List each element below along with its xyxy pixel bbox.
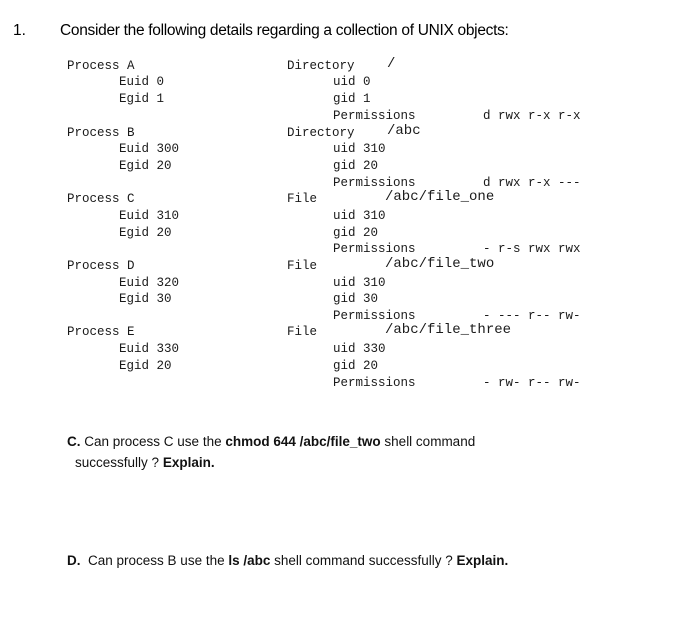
part-c-explain: Explain. xyxy=(162,455,215,470)
process-b-euid: Euid 300 xyxy=(119,142,180,156)
object-file-three-uid: uid 330 xyxy=(333,342,386,356)
part-c-question-line2 xyxy=(75,453,215,473)
object-file-two-perm: - --- r-- rw- xyxy=(483,309,581,323)
object-root-gid: gid 1 xyxy=(333,92,371,106)
object-root-type: Directory xyxy=(287,59,355,73)
part-c-text-2: shell command xyxy=(384,434,476,449)
process-a-euid: Euid 0 xyxy=(119,75,165,89)
process-e-egid: Egid 20 xyxy=(119,359,172,373)
part-c-text-1: Can process C use the xyxy=(84,434,222,449)
part-d-command: ls /abc xyxy=(228,553,271,568)
object-abc-perm-label: Permissions xyxy=(333,176,416,190)
object-file-one-perm: - r-s rwx rwx xyxy=(483,242,581,256)
part-d-explain: Explain. xyxy=(456,553,509,568)
object-file-one-perm-label: Permissions xyxy=(333,242,416,256)
object-abc-uid: uid 310 xyxy=(333,142,386,156)
object-file-two-path: /abc/file_two xyxy=(385,256,495,272)
object-file-two-uid: uid 310 xyxy=(333,276,386,290)
object-file-one-uid: uid 310 xyxy=(333,209,386,223)
object-abc-type: Directory xyxy=(287,126,355,140)
process-d-egid: Egid 30 xyxy=(119,292,172,306)
object-file-two-gid: gid 30 xyxy=(333,292,379,306)
object-file-three-gid: gid 20 xyxy=(333,359,379,373)
part-d-text-1: Can process B use the xyxy=(88,553,225,568)
object-file-three-perm: - rw- r-- rw- xyxy=(483,376,581,390)
process-c-name: Process C xyxy=(67,192,135,206)
object-file-three-perm-label: Permissions xyxy=(333,376,416,390)
object-file-two-type: File xyxy=(287,259,318,273)
process-e-euid: Euid 330 xyxy=(119,342,180,356)
part-c-question-line1 xyxy=(67,432,475,452)
object-root-perm: d rwx r-x r-x xyxy=(483,109,581,123)
object-file-one-path: /abc/file_one xyxy=(385,189,495,205)
process-e-name: Process E xyxy=(67,325,135,339)
part-d-text-2: shell command successfully ? xyxy=(274,553,453,568)
process-d-euid: Euid 320 xyxy=(119,276,180,290)
question-heading: Consider the following details regarding a collection of UNIX objects: xyxy=(60,22,509,39)
part-c-command: chmod 644 /abc/file_two xyxy=(225,434,381,449)
process-a-egid: Egid 1 xyxy=(119,92,165,106)
object-root-perm-label: Permissions xyxy=(333,109,416,123)
object-root-uid: uid 0 xyxy=(333,75,371,89)
object-root-path: / xyxy=(387,56,396,72)
process-b-name: Process B xyxy=(67,126,135,140)
object-abc-perm: d rwx r-x --- xyxy=(483,176,581,190)
object-file-one-type: File xyxy=(287,192,318,206)
process-a-name: Process A xyxy=(67,59,135,73)
process-d-name: Process D xyxy=(67,259,135,273)
part-c-text-3: successfully ? xyxy=(75,455,160,470)
object-file-three-type: File xyxy=(287,325,318,339)
object-abc-gid: gid 20 xyxy=(333,159,379,173)
process-c-egid: Egid 20 xyxy=(119,226,172,240)
part-d-question xyxy=(67,551,508,571)
object-file-two-perm-label: Permissions xyxy=(333,309,416,323)
object-abc-path: /abc xyxy=(387,123,421,139)
object-file-three-path: /abc/file_three xyxy=(385,322,512,338)
process-b-egid: Egid 20 xyxy=(119,159,172,173)
process-c-euid: Euid 310 xyxy=(119,209,180,223)
part-c-label: C. xyxy=(67,434,81,449)
question-number: 1. xyxy=(13,22,26,39)
object-file-one-gid: gid 20 xyxy=(333,226,379,240)
part-d-label: D. xyxy=(67,553,81,568)
